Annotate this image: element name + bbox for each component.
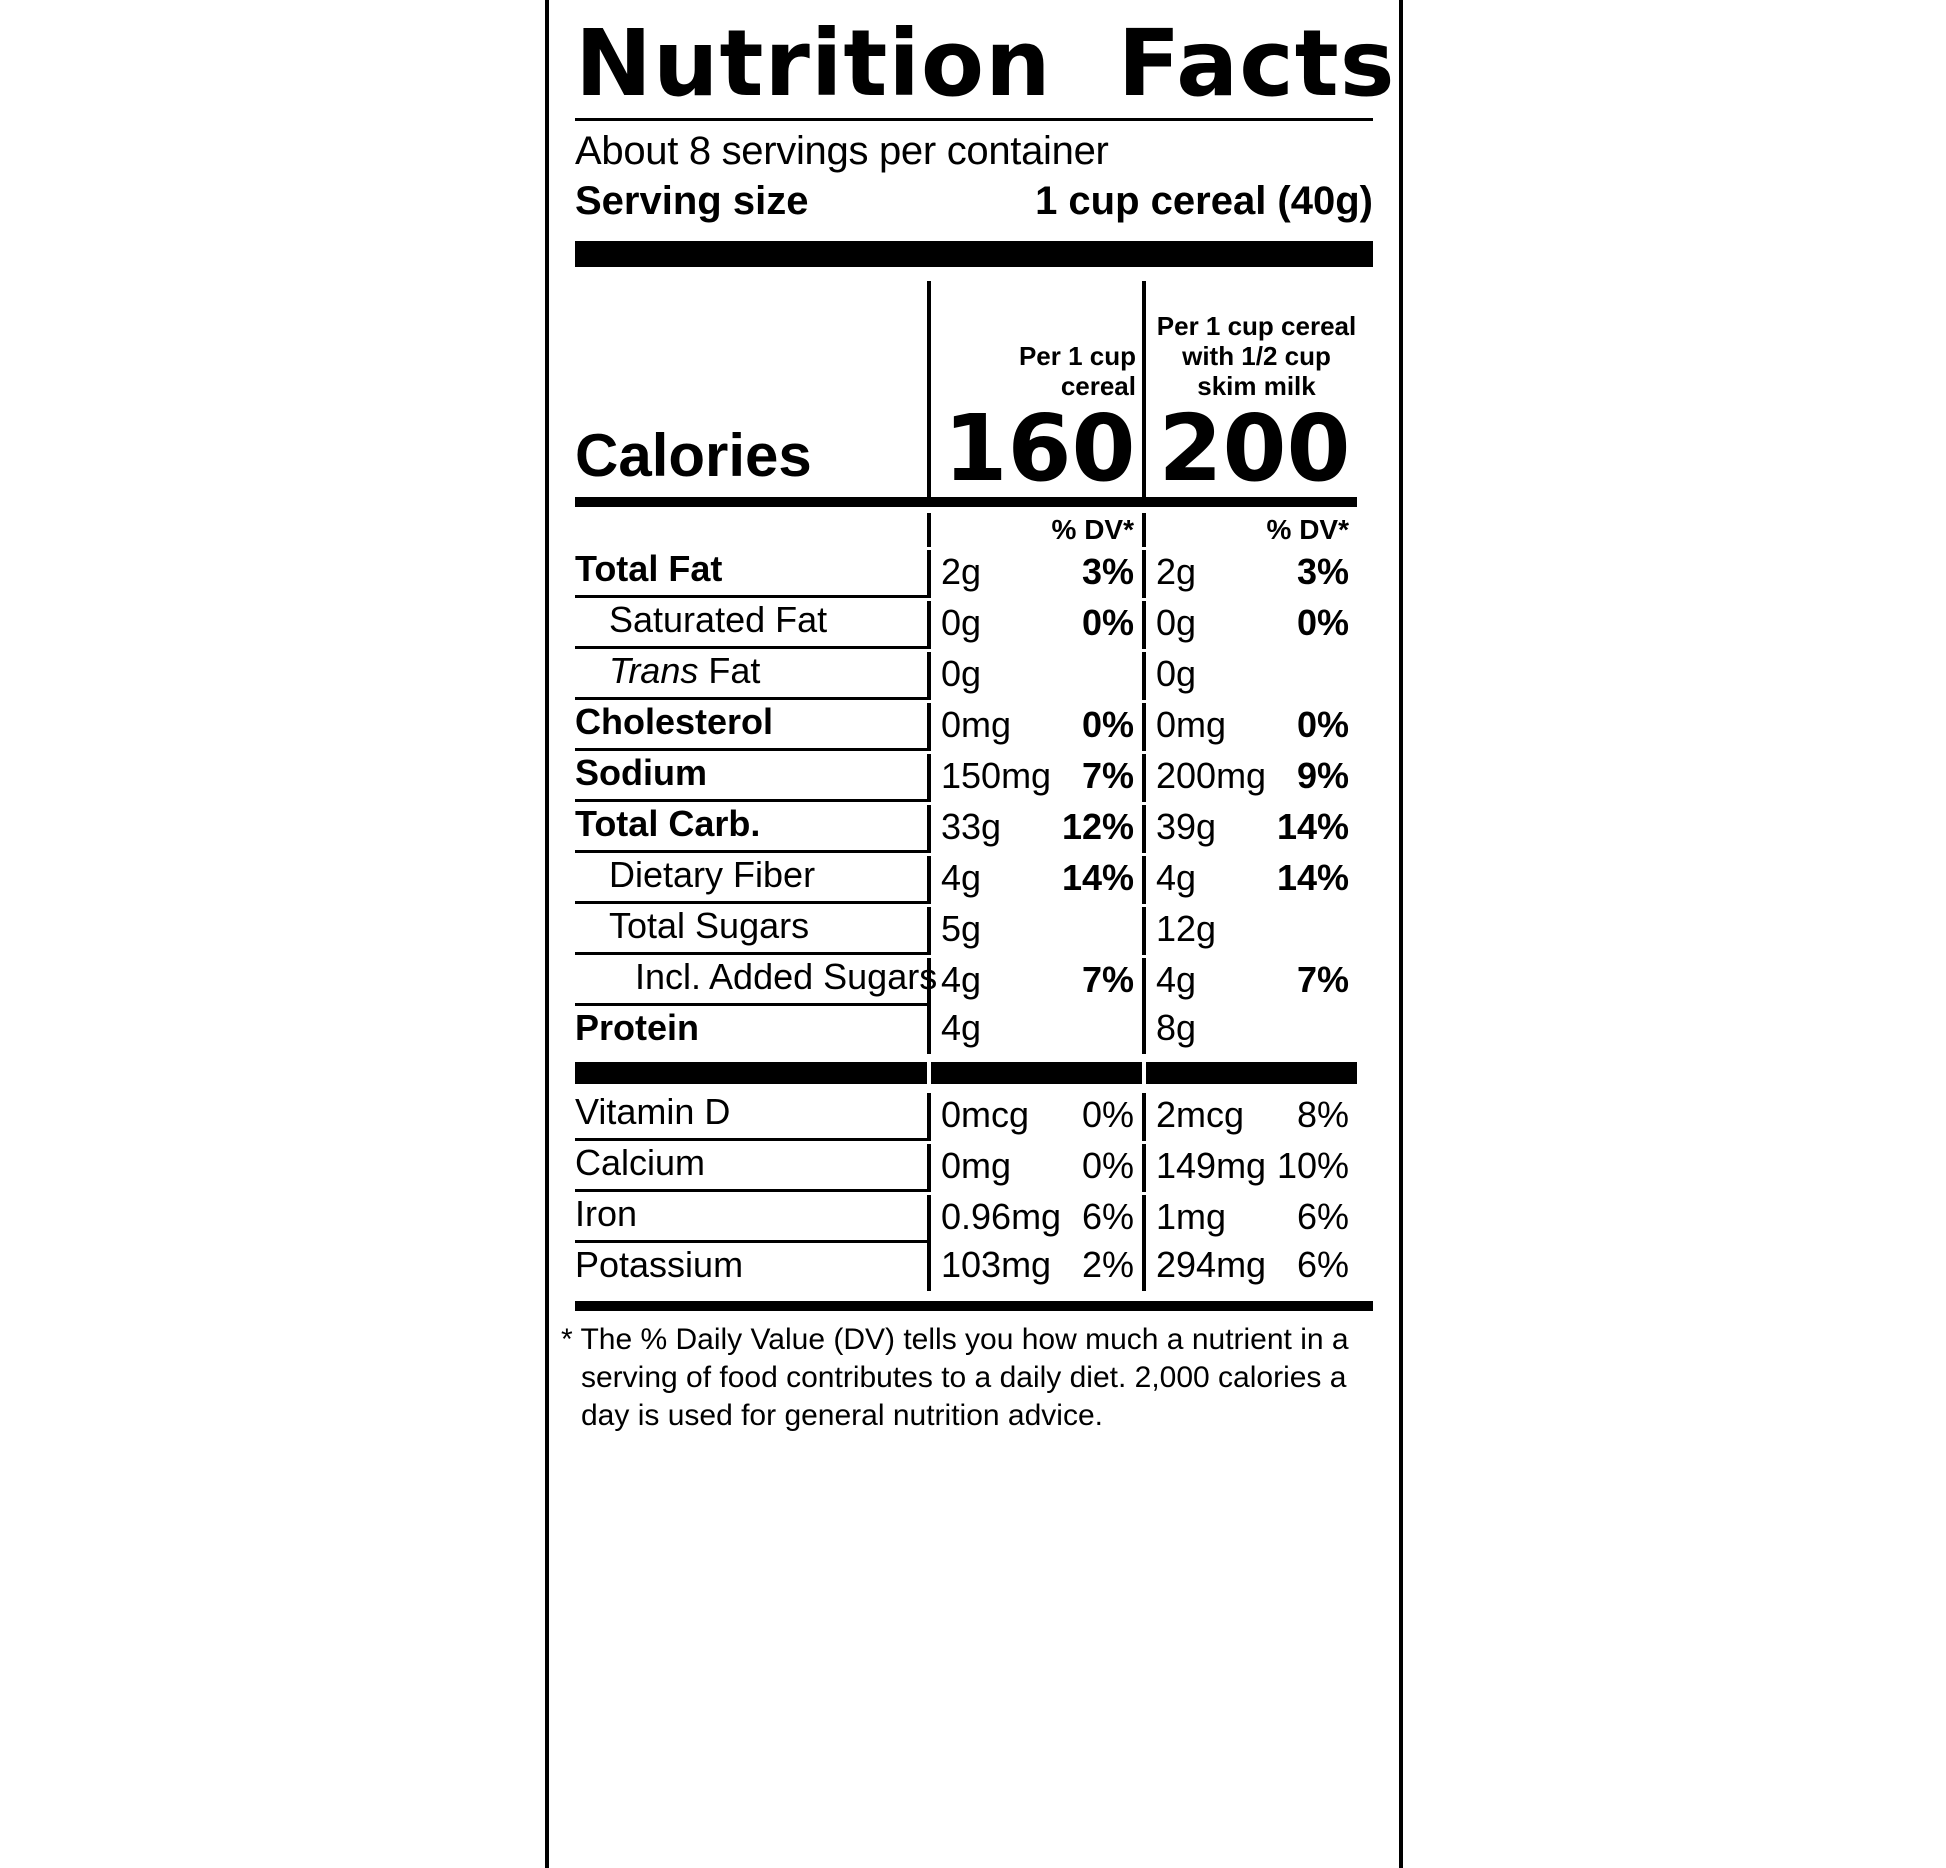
amount: 149mg: [1156, 1145, 1267, 1186]
amount: 4g: [1156, 857, 1197, 898]
nutrient-label: Saturated Fat: [575, 598, 927, 649]
nutrient-cell-cereal-milk: [1142, 754, 1357, 802]
calories-underline: [575, 497, 1373, 507]
calories-row: [575, 395, 1373, 502]
percent-dv: 6%: [1296, 1244, 1349, 1285]
nutrient-label: Protein: [575, 1007, 700, 1048]
column-headers: [575, 281, 1373, 401]
nutrient-label: Total Fat: [575, 547, 927, 598]
amount: 103mg: [941, 1244, 1052, 1285]
table-row: [575, 853, 1373, 904]
calories-value-cereal: 160: [927, 401, 1142, 497]
amount: 5g: [941, 908, 982, 949]
dv-header-cereal-milk: % DV*: [1142, 513, 1357, 547]
nutrient-cell-cereal: [927, 805, 1142, 853]
nutrient-cell-cereal-milk: [1142, 1093, 1357, 1141]
table-row: [575, 1006, 1373, 1054]
nutrient-cell-cereal-milk: [1142, 703, 1357, 751]
page-title: Nutrition Facts: [575, 10, 1396, 117]
daily-value-footnote: * The % Daily Value (DV) tells you how much a nutrient in a serving of food contributes to a daily diet. 2,000 calories a day is used for general nutrition advice.: [561, 1323, 1349, 1432]
nutrient-cell-cereal-milk: [1142, 652, 1357, 700]
percent-dv: 14%: [1276, 806, 1349, 847]
amount: 2g: [941, 551, 982, 592]
table-row: [575, 1192, 1373, 1243]
percent-dv: 0%: [1296, 602, 1349, 643]
amount: 0g: [1156, 602, 1197, 643]
amount: 150mg: [941, 755, 1052, 796]
percent-dv: 12%: [1061, 806, 1134, 847]
nutrient-cell-cereal-milk: [1142, 1195, 1357, 1243]
nutrient-label: Iron: [575, 1192, 927, 1243]
nutrient-cell-cereal: [927, 907, 1142, 955]
amount: 0mg: [941, 1145, 1012, 1186]
amount: 0.96mg: [941, 1196, 1062, 1237]
percent-dv: 9%: [1296, 755, 1349, 796]
nutrient-label: Potassium: [575, 1244, 744, 1285]
serving-size-row: [575, 175, 1373, 227]
nutrient-cell-cereal-milk: [1142, 856, 1357, 904]
amount: 4g: [941, 1007, 982, 1048]
nutrient-label: Cholesterol: [575, 700, 927, 751]
calories-value-cereal-milk: 200: [1142, 401, 1357, 497]
percent-dv: 8%: [1296, 1094, 1349, 1135]
nutrient-cell-cereal: [927, 601, 1142, 649]
percent-dv: 7%: [1081, 755, 1134, 796]
percent-dv: 7%: [1081, 959, 1134, 1000]
header-thick-rule: [575, 241, 1373, 267]
amount: 33g: [941, 806, 1002, 847]
table-row: [575, 649, 1373, 700]
amount: 12g: [1156, 908, 1217, 949]
table-row: [575, 1090, 1373, 1141]
column-header-cereal-milk: Per 1 cup cereal with 1/2 cup skim milk: [1142, 281, 1357, 401]
amount: 0g: [1156, 653, 1197, 694]
table-row: [575, 751, 1373, 802]
table-row: [575, 1141, 1373, 1192]
nutrient-cell-cereal-milk: [1142, 907, 1357, 955]
amount: 1mg: [1156, 1196, 1227, 1237]
nutrient-cell-cereal: [927, 1006, 1142, 1054]
calories-label: Calories: [575, 422, 812, 489]
nutrient-cell-cereal: [927, 958, 1142, 1006]
nutrient-cell-cereal: [927, 1093, 1142, 1141]
servings-per-container: About 8 servings per container: [575, 129, 1109, 173]
percent-dv: 14%: [1061, 857, 1134, 898]
nutrient-label: Total Sugars: [575, 904, 927, 955]
nutrient-cell-cereal: [927, 754, 1142, 802]
nutrient-label: Calcium: [575, 1141, 927, 1192]
amount: 0g: [941, 602, 982, 643]
nutrient-label: Total Carb.: [575, 802, 927, 853]
percent-dv: 7%: [1296, 959, 1349, 1000]
nutrient-label: Incl. Added Sugars: [575, 955, 927, 1006]
nutrient-cell-cereal: [927, 1243, 1142, 1291]
nutrient-label: Trans Fat: [575, 649, 927, 700]
amount: 39g: [1156, 806, 1217, 847]
title-divider: [575, 118, 1373, 121]
nutrient-cell-cereal: [927, 1195, 1142, 1243]
nutrient-cell-cereal-milk: [1142, 1243, 1357, 1291]
percent-dv: 0%: [1081, 704, 1134, 745]
nutrient-cell-cereal: [927, 652, 1142, 700]
nutrient-cell-cereal-milk: [1142, 1006, 1357, 1054]
percent-dv: 6%: [1296, 1196, 1349, 1237]
amount: 294mg: [1156, 1244, 1267, 1285]
nutrient-label: Vitamin D: [575, 1090, 927, 1141]
column-header-spacer: [575, 281, 927, 401]
amount: 0g: [941, 653, 982, 694]
nutrient-cell-cereal-milk: [1142, 601, 1357, 649]
vitamins-separator: [575, 1062, 1373, 1084]
table-row: [575, 598, 1373, 649]
nutrient-cell-cereal: [927, 703, 1142, 751]
amount: 4g: [941, 959, 982, 1000]
nutrient-cell-cereal-milk: [1142, 1144, 1357, 1192]
percent-dv: 2%: [1081, 1244, 1134, 1285]
nutrient-cell-cereal: [927, 550, 1142, 598]
nutrient-cell-cereal: [927, 856, 1142, 904]
table-row: [575, 904, 1373, 955]
serving-size-value: 1 cup cereal (40g): [1035, 179, 1373, 223]
amount: 0mcg: [941, 1094, 1030, 1135]
trans-italic: Trans: [609, 650, 699, 691]
percent-dv: 10%: [1276, 1145, 1349, 1186]
table-row: [575, 955, 1373, 1006]
nutrient-cell-cereal: [927, 1144, 1142, 1192]
table-row: [575, 700, 1373, 751]
daily-value-header-row: [575, 513, 1373, 547]
amount: 0mg: [1156, 704, 1227, 745]
nutrient-cell-cereal-milk: [1142, 805, 1357, 853]
footnote-divider: [575, 1301, 1373, 1311]
amount: 4g: [941, 857, 982, 898]
nutrient-cell-cereal-milk: [1142, 550, 1357, 598]
amount: 0mg: [941, 704, 1012, 745]
percent-dv: 0%: [1081, 1145, 1134, 1186]
percent-dv: 0%: [1081, 1094, 1134, 1135]
percent-dv: 6%: [1081, 1196, 1134, 1237]
serving-size-label: Serving size: [575, 179, 809, 223]
table-row: [575, 1243, 1373, 1291]
percent-dv: 3%: [1081, 551, 1134, 592]
percent-dv: 14%: [1276, 857, 1349, 898]
percent-dv: 0%: [1081, 602, 1134, 643]
nutrition-facts-panel: [545, 0, 1403, 1868]
amount: 2g: [1156, 551, 1197, 592]
nutrient-label: Sodium: [575, 751, 927, 802]
nutrient-label: Dietary Fiber: [575, 853, 927, 904]
table-row: [575, 802, 1373, 853]
percent-dv: 0%: [1296, 704, 1349, 745]
amount: 8g: [1156, 1007, 1197, 1048]
percent-dv: 3%: [1296, 551, 1349, 592]
column-header-cereal: Per 1 cup cereal: [927, 281, 1142, 401]
amount: 4g: [1156, 959, 1197, 1000]
amount: 200mg: [1156, 755, 1267, 796]
amount: 2mcg: [1156, 1094, 1245, 1135]
table-row: [575, 547, 1373, 598]
nutrient-cell-cereal-milk: [1142, 958, 1357, 1006]
dv-header-cereal: % DV*: [927, 513, 1142, 547]
